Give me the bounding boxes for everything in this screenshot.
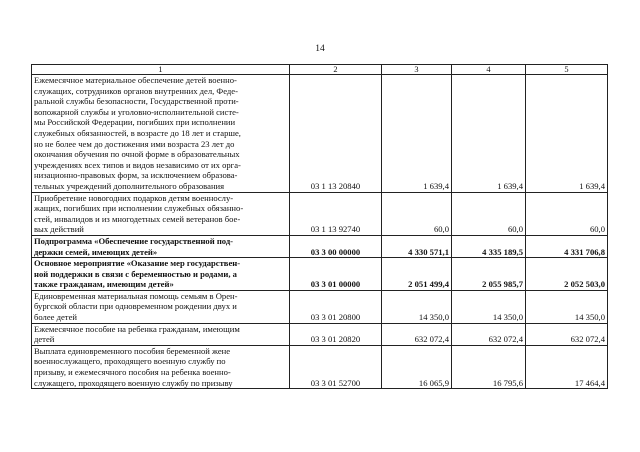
row-value-col4: 16 795,6: [452, 345, 526, 388]
row-code-cell: 03 1 13 20840: [290, 75, 382, 193]
row-name-line: служащего, проходящего военную службу по призыву: [34, 377, 233, 388]
row-value-col3: 14 350,0: [382, 290, 452, 323]
budget-table: [31, 64, 608, 389]
row-name-line: служащих, сотрудников органов внутренних дел, Феде-: [34, 85, 238, 96]
row-value-col4: 2 055 985,7: [452, 258, 526, 291]
row-name-line: также гражданам, имеющим детей»: [34, 279, 174, 290]
row-value-col4: 1 639,4: [452, 75, 526, 193]
row-name-line: вых действий: [34, 224, 84, 235]
row-name-line: учреждениях всех типов и видов независимо от их орга-: [34, 159, 241, 170]
column-header-3: 3: [382, 65, 452, 75]
header-row: [32, 65, 608, 75]
row-name-line: но не более чем до достижения ими возраста 23 лет до: [34, 138, 235, 149]
table-row: [32, 345, 608, 388]
row-value-col5: 4 331 706,8: [526, 235, 608, 257]
row-name-line: окончания обучения по очной форме в образовательных: [34, 149, 240, 160]
row-name-line: бургской области при одновременном рождении двух и: [34, 301, 237, 312]
row-value-col3: 2 051 499,4: [382, 258, 452, 291]
row-name-cell: [32, 235, 290, 257]
row-name-line: ной поддержки в связи с беременностью и родами, а: [34, 268, 237, 279]
row-name-cell: [32, 75, 290, 193]
row-value-col4: 14 350,0: [452, 290, 526, 323]
row-name-line: Ежемесячное материальное обеспечение детей военно-: [34, 75, 237, 85]
row-value-col5: 2 052 503,0: [526, 258, 608, 291]
row-name-line: стей, инвалидов и из многодетных семей ветеранов бое-: [34, 213, 241, 224]
row-value-col5: 1 639,4: [526, 75, 608, 193]
row-code-cell: 03 3 00 00000: [290, 235, 382, 257]
row-name-line: Ежемесячное пособие на ребенка гражданам, имеющим: [34, 323, 240, 334]
row-value-col5: 632 072,4: [526, 323, 608, 345]
row-name-line: более детей: [34, 312, 77, 323]
row-name-cell: [32, 323, 290, 345]
page-number: 14: [315, 44, 325, 54]
row-name-cell: [32, 345, 290, 388]
row-name-line: тельных учреждений дополнительного образования: [34, 180, 225, 191]
row-value-col4: 4 335 189,5: [452, 235, 526, 257]
row-value-col3: 4 330 571,1: [382, 235, 452, 257]
row-name-line: Выплата единовременного пособия беременной жене: [34, 345, 231, 356]
row-code-cell: 03 1 13 92740: [290, 192, 382, 235]
row-value-col5: 17 464,4: [526, 345, 608, 388]
row-name-line: служебных обязанностей, в возрасте до 18 лет и старше,: [34, 127, 241, 138]
row-value-col4: 60,0: [452, 192, 526, 235]
table-row: [32, 258, 608, 291]
row-name-cell: [32, 192, 290, 235]
row-name-line: мы Российской Федерации, погибших при исполнении: [34, 117, 236, 128]
table-row: [32, 323, 608, 345]
row-name-line: призыву, и ежемесячного пособия на ребенка военно-: [34, 367, 231, 378]
column-header-1: 1: [32, 65, 290, 75]
row-name-line: держки семей, имеющих детей»: [34, 246, 158, 257]
row-name-line: Единовременная материальная помощь семьям в Орен-: [34, 290, 238, 301]
row-name-cell: [32, 258, 290, 291]
row-name-cell: [32, 290, 290, 323]
row-name-line: жащих, погибших при исполнении служебных обязанно-: [34, 203, 244, 214]
row-value-col5: 60,0: [526, 192, 608, 235]
row-code-cell: 03 3 01 52700: [290, 345, 382, 388]
table-row: [32, 290, 608, 323]
row-code-cell: 03 3 01 20820: [290, 323, 382, 345]
row-value-col3: 60,0: [382, 192, 452, 235]
row-code-cell: 03 3 01 00000: [290, 258, 382, 291]
row-name-line: Приобретение новогодних подарков детям военнослу-: [34, 192, 234, 203]
row-value-col3: 16 065,9: [382, 345, 452, 388]
table-row: [32, 75, 608, 193]
column-header-4: 4: [452, 65, 526, 75]
row-value-col5: 14 350,0: [526, 290, 608, 323]
table-row: [32, 235, 608, 257]
row-value-col3: 632 072,4: [382, 323, 452, 345]
row-name-line: ральной службы безопасности, Государственной проти-: [34, 96, 239, 107]
row-name-line: детей: [34, 334, 55, 345]
row-name-line: вопожарной службы и уголовно-исполнительной систе-: [34, 106, 239, 117]
table-row: [32, 192, 608, 235]
row-name-line: Подпрограмма «Обеспечение государственной под-: [34, 235, 234, 246]
row-name-line: военнослужащего, проходящего военную службу по: [34, 356, 226, 367]
row-name-line: Основное мероприятие «Оказание мер государствен-: [34, 258, 241, 269]
row-value-col3: 1 639,4: [382, 75, 452, 193]
row-code-cell: 03 3 01 20800: [290, 290, 382, 323]
row-name-line: низационно-правовых форм, за исключением образова-: [34, 170, 238, 181]
column-header-2: 2: [290, 65, 382, 75]
column-header-5: 5: [526, 65, 608, 75]
row-value-col4: 632 072,4: [452, 323, 526, 345]
